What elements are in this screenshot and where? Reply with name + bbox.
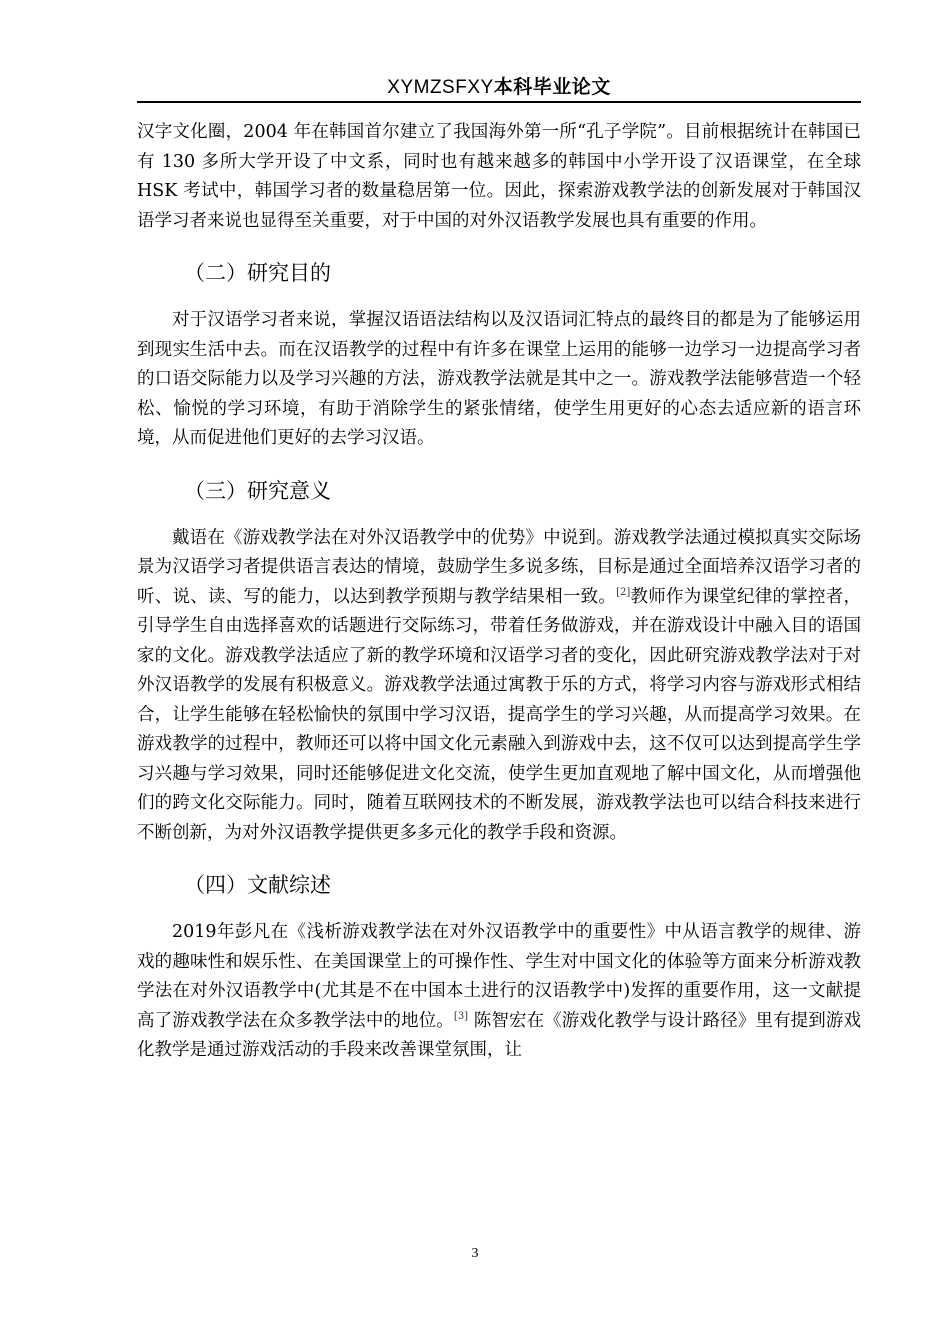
citation-ref-2: [2] [616,586,631,598]
header-rule [137,101,861,103]
page-number: 3 [471,1246,479,1261]
paragraph-significance [137,524,861,849]
section-heading-significance: （三）研究意义 [184,478,331,503]
paragraph-purpose: 对于汉语学习者来说，掌握汉语语法结构以及汉语词汇特点的最终目的都是为了能够运用到现实生活中去。而在汉语教学的过程中有许多在课堂上运用的能够一边学习一边提高学习者的口语交际能力以及学习兴趣的方法，游戏教学法就是其中之一。游戏教学法能够营造一个轻松、愉悦的学习环境，有助于消除学生的紧张情绪，使学生用更好的心态去适应新的语言环境，从而促进他们更好的去学习汉语。 [137,310,861,448]
running-header [137,72,861,99]
paragraph-continued: 汉字文化圈，2004 年在韩国首尔建立了我国海外第一所“孔子学院”。目前根据统计在韩国已有 130 多所大学开设了中文系，同时也有越来越多的韩国中小学开设了汉语课堂，在全球 HSK 考试中，韩国学习者的数量稳居第一位。因此，探索游戏教学法的创新发展对于韩国汉语学习者来说也显得至关重要，对于中国的对外汉语教学发展也具有重要的作用。 [137,122,861,231]
section-heading-purpose: （二）研究目的 [184,261,331,285]
paragraph-significance-part2: 教师作为课堂纪律的掌控者，引导学生自由选择喜欢的话题进行交际练习，带着任务做游戏，并在游戏设计中融入目的语国家的文化。游戏教学法适应了新的教学环境和汉语学习者的变化，因此研究游戏教学法对于对外汉语教学的发展有积极意义。游戏教学法通过寓教于乐的方式，将学习内容与游戏形式相结合，让学生能够在轻松愉快的氛围中学习汉语，提高学生的学习兴趣，从而提高学习效果。在游戏教学的过程中，教师还可以将中国文化元素融入到游戏中去，这不仅可以达到提高学生学习兴趣与学习效果，同时还能够促进文化交流，使学生更加直观地了解中国文化，从而增强他们的跨文化交际能力。同时，随着互联网技术的不断发展，游戏教学法也可以结合科技来进行不断创新，为对外汉语教学提供更多多元化的教学手段和资源。 [137,586,862,843]
header-code: XYMZSFXY [387,77,494,98]
paragraph-literature-part2: 陈智宏在《游戏化教学与设计路径》里有提到游戏化教学是通过游戏活动的手段来改善课堂氛围，让 [137,1010,862,1060]
paragraph-literature-part1: 2019年彭凡在《浅析游戏教学法在对外汉语教学中的重要性》中从语言教学的规律、游戏的趣味性和娱乐性、在美国课堂上的可操作性、学生对中国文化的体验等方面来分析游戏教学法在对外汉语教学中(尤其是不在中国本土进行的汉语教学中)发挥的重要作用，这一文献提高了游戏教学法在众多教学法中的地位。 [137,922,861,1031]
body-text [137,118,861,1066]
header-title: 本科毕业论文 [493,76,611,98]
paragraph-significance-part1: 戴语在《游戏教学法在对外汉语教学中的优势》中说到。游戏教学法通过模拟真实交际场景为汉语学习者提供语言表达的情境，鼓励学生多说多练，目标是通过全面培养汉语学习者的听、说、读、写的能力，以达到教学预期与教学结果相一致。 [137,527,861,607]
paragraph-literature-review [137,918,861,1066]
section-heading-literature-review: （四）文献综述 [184,873,331,897]
citation-ref-3: [3] [453,1010,469,1022]
